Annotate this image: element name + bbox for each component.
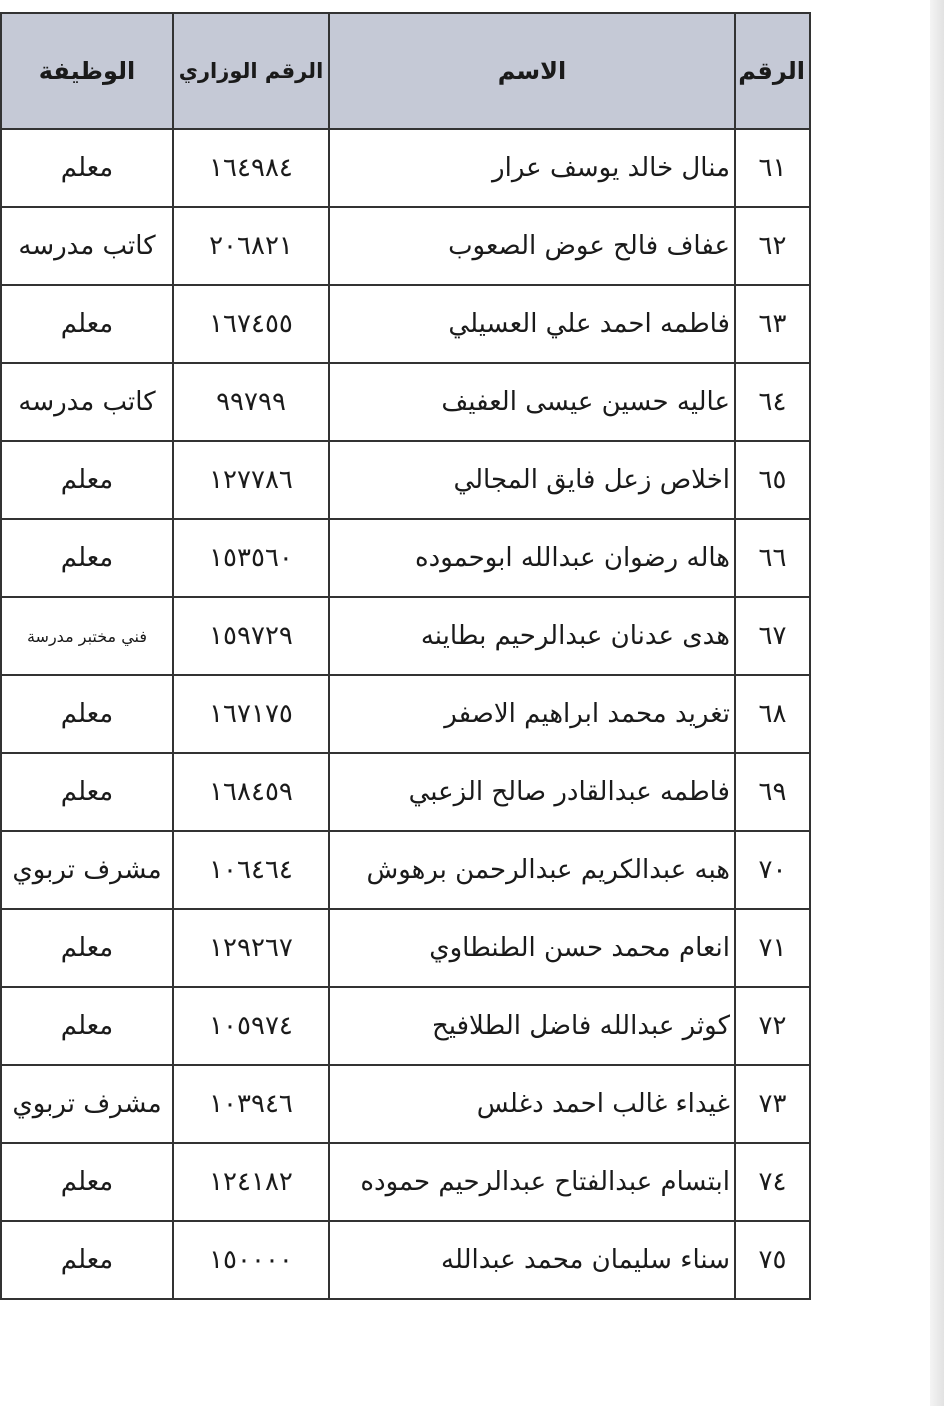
row-job: كاتب مدرسه bbox=[1, 207, 173, 285]
row-name: اخلاص زعل فايق المجالي bbox=[329, 441, 735, 519]
row-ministry-number: ١٥٩٧٢٩ bbox=[173, 597, 329, 675]
row-ministry-number: ٢٠٦٨٢١ bbox=[173, 207, 329, 285]
row-job: مشرف تربوي bbox=[1, 831, 173, 909]
row-ministry-number: ١٥٣٥٦٠ bbox=[173, 519, 329, 597]
row-number: ٦٩ bbox=[735, 753, 810, 831]
row-name: هدى عدنان عبدالرحيم بطاينه bbox=[329, 597, 735, 675]
table-row bbox=[1, 831, 810, 909]
table-row bbox=[1, 441, 810, 519]
row-job: معلم bbox=[1, 987, 173, 1065]
row-ministry-number: ١٢٧٧٨٦ bbox=[173, 441, 329, 519]
table-row bbox=[1, 675, 810, 753]
table-row bbox=[1, 909, 810, 987]
table-row bbox=[1, 207, 810, 285]
row-number: ٧٠ bbox=[735, 831, 810, 909]
row-number: ٧٤ bbox=[735, 1143, 810, 1221]
table-row bbox=[1, 129, 810, 207]
table-row bbox=[1, 1143, 810, 1221]
row-name: ابتسام عبدالفتاح عبدالرحيم حموده bbox=[329, 1143, 735, 1221]
row-job: معلم bbox=[1, 519, 173, 597]
row-number: ٦٣ bbox=[735, 285, 810, 363]
row-name: هاله رضوان عبدالله ابوحموده bbox=[329, 519, 735, 597]
row-ministry-number: ١٠٦٤٦٤ bbox=[173, 831, 329, 909]
row-job: معلم bbox=[1, 675, 173, 753]
row-name: عفاف فالح عوض الصعوب bbox=[329, 207, 735, 285]
row-ministry-number: ١٠٣٩٤٦ bbox=[173, 1065, 329, 1143]
row-ministry-number: ١٦٧٤٥٥ bbox=[173, 285, 329, 363]
row-number: ٦٦ bbox=[735, 519, 810, 597]
row-name: كوثر عبدالله فاضل الطلافيح bbox=[329, 987, 735, 1065]
row-job: معلم bbox=[1, 285, 173, 363]
table-row bbox=[1, 285, 810, 363]
row-ministry-number: ١٠٥٩٧٤ bbox=[173, 987, 329, 1065]
header-ministry-number: الرقم الوزاري bbox=[173, 13, 329, 129]
row-name: تغريد محمد ابراهيم الاصفر bbox=[329, 675, 735, 753]
row-number: ٦٤ bbox=[735, 363, 810, 441]
table-row bbox=[1, 519, 810, 597]
table-row bbox=[1, 363, 810, 441]
header-name: الاسم bbox=[329, 13, 735, 129]
row-job: معلم bbox=[1, 441, 173, 519]
row-ministry-number: ١٦٨٤٥٩ bbox=[173, 753, 329, 831]
row-name: فاطمه احمد علي العسيلي bbox=[329, 285, 735, 363]
row-ministry-number: ١٦٧١٧٥ bbox=[173, 675, 329, 753]
row-number: ٧٣ bbox=[735, 1065, 810, 1143]
row-job: معلم bbox=[1, 129, 173, 207]
table-row bbox=[1, 1221, 810, 1299]
row-number: ٦٢ bbox=[735, 207, 810, 285]
row-number: ٧١ bbox=[735, 909, 810, 987]
row-job: فني مختبر مدرسة bbox=[1, 597, 173, 675]
row-name: سناء سليمان محمد عبدالله bbox=[329, 1221, 735, 1299]
row-name: عاليه حسين عيسى العفيف bbox=[329, 363, 735, 441]
table-row bbox=[1, 987, 810, 1065]
row-number: ٧٢ bbox=[735, 987, 810, 1065]
row-number: ٦٧ bbox=[735, 597, 810, 675]
row-number: ٦١ bbox=[735, 129, 810, 207]
table-row bbox=[1, 1065, 810, 1143]
row-ministry-number: ١٦٤٩٨٤ bbox=[173, 129, 329, 207]
row-job: مشرف تربوي bbox=[1, 1065, 173, 1143]
row-name: غيداء غالب احمد دغلس bbox=[329, 1065, 735, 1143]
row-name: فاطمه عبدالقادر صالح الزعبي bbox=[329, 753, 735, 831]
table-row bbox=[1, 753, 810, 831]
row-ministry-number: ١٢٩٢٦٧ bbox=[173, 909, 329, 987]
row-number: ٧٥ bbox=[735, 1221, 810, 1299]
row-name: هبه عبدالكريم عبدالرحمن برهوش bbox=[329, 831, 735, 909]
row-job: كاتب مدرسه bbox=[1, 363, 173, 441]
header-job: الوظيفة bbox=[1, 13, 173, 129]
staff-table bbox=[0, 12, 811, 1300]
row-ministry-number: ٩٩٧٩٩ bbox=[173, 363, 329, 441]
header-row bbox=[1, 13, 810, 129]
row-name: منال خالد يوسف عرار bbox=[329, 129, 735, 207]
page-edge bbox=[930, 0, 944, 1406]
table-row bbox=[1, 597, 810, 675]
header-number: الرقم bbox=[735, 13, 810, 129]
row-ministry-number: ١٢٤١٨٢ bbox=[173, 1143, 329, 1221]
row-number: ٦٨ bbox=[735, 675, 810, 753]
row-ministry-number: ١٥٠٠٠٠ bbox=[173, 1221, 329, 1299]
row-name: انعام محمد حسن الطنطاوي bbox=[329, 909, 735, 987]
row-job: معلم bbox=[1, 753, 173, 831]
row-number: ٦٥ bbox=[735, 441, 810, 519]
row-job: معلم bbox=[1, 1143, 173, 1221]
row-job: معلم bbox=[1, 909, 173, 987]
row-job: معلم bbox=[1, 1221, 173, 1299]
